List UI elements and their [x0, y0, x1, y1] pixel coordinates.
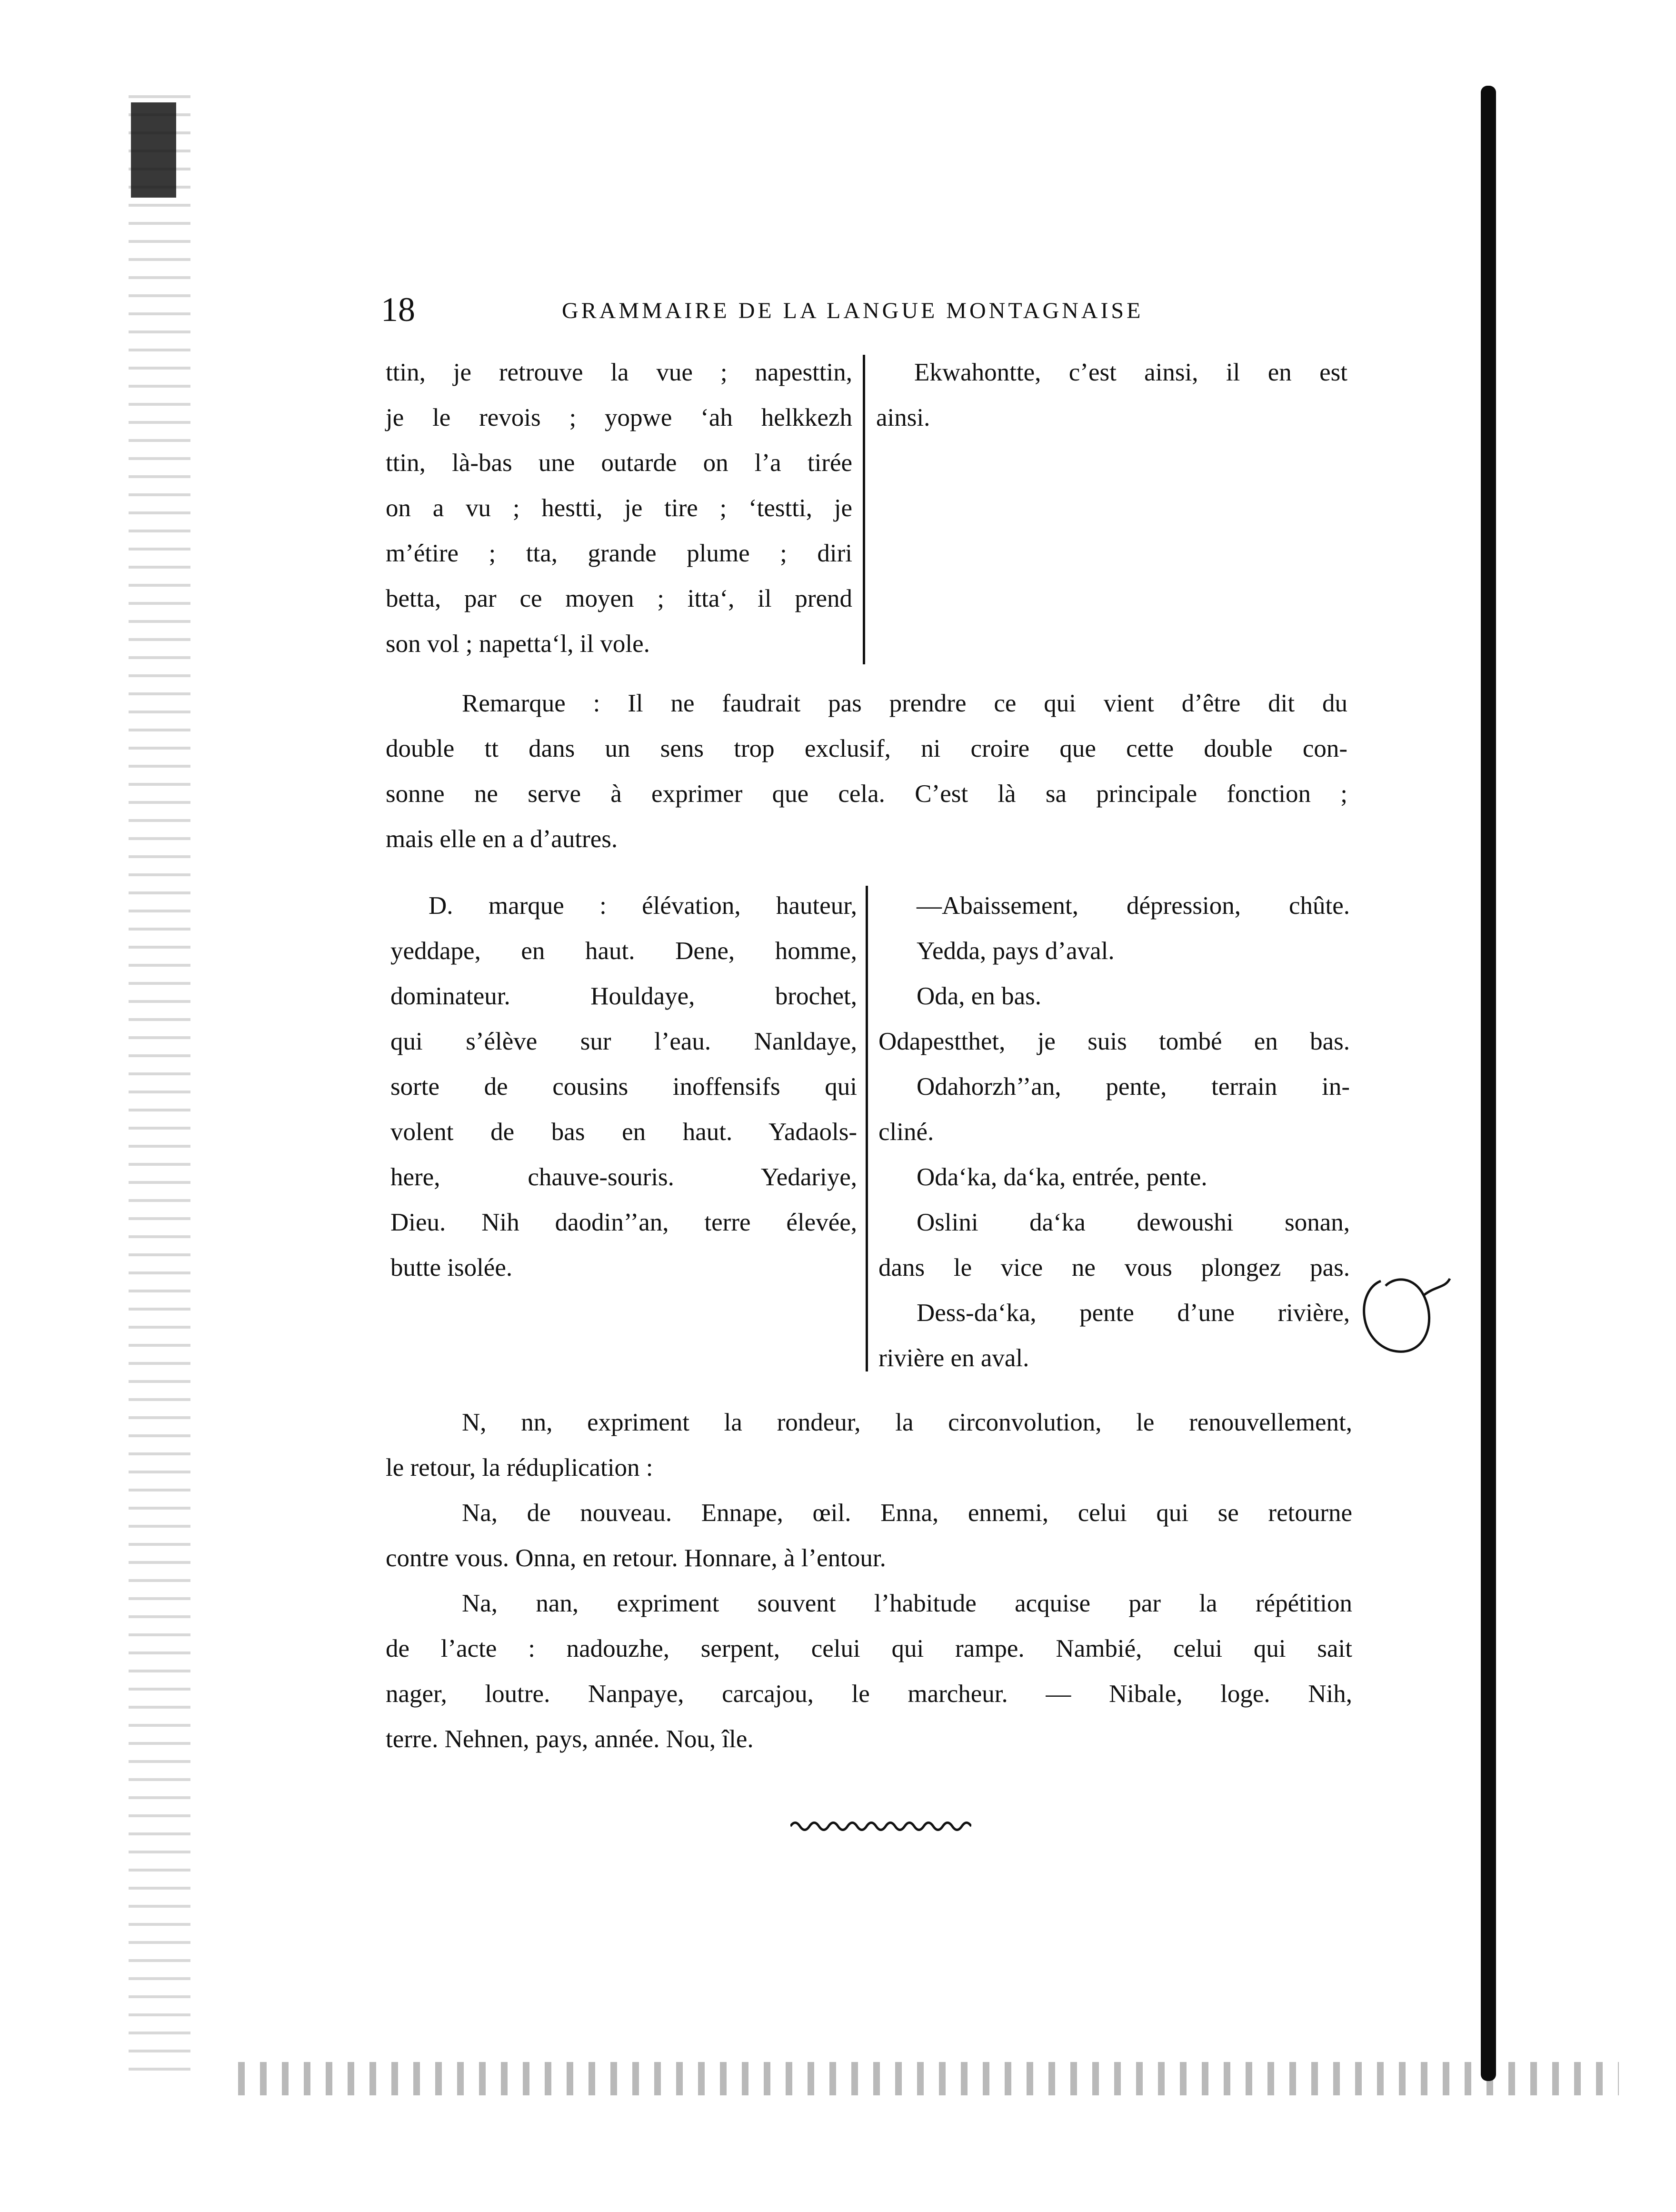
- d-left-column: [390, 883, 857, 1291]
- text-line: butte isolée.: [390, 1254, 513, 1281]
- text-line: Yedda, pays d’aval.: [917, 937, 1115, 965]
- text-line: Dess-da‘ka, pente d’une rivière,: [917, 1299, 1350, 1327]
- text-line: Oda‘ka, da‘ka, entrée, pente.: [917, 1163, 1207, 1191]
- text-line: Ekwahontte, c’est ainsi, il en est: [914, 359, 1347, 386]
- text-line: —Abaissement, dépression, chûte.: [917, 892, 1350, 920]
- remarque-paragraph: [386, 681, 1347, 862]
- scan-noise-left-margin: [129, 95, 190, 2072]
- text-line: Dieu. Nih daodin’’an, terre élevée,: [390, 1209, 857, 1236]
- page-number: 18: [381, 290, 415, 329]
- top-right-column: [876, 350, 1347, 440]
- text-line: dominateur. Houldaye, brochet,: [390, 982, 857, 1010]
- text-line: rivière en aval.: [878, 1344, 1029, 1372]
- column-rule-top: [863, 355, 865, 664]
- n-section: [386, 1400, 1352, 1762]
- text-line: qui s’élève sur l’eau. Nanldaye,: [390, 1028, 857, 1055]
- running-title: GRAMMAIRE DE LA LANGUE MONTAGNAISE: [562, 298, 1144, 323]
- text-line: Remarque : Il ne faudrait pas prendre ce qui vient d’être dit du: [462, 690, 1347, 717]
- text-line: terre. Nehnen, pays, année. Nou, île.: [386, 1725, 754, 1753]
- text-line: double tt dans un sens trop exclusif, ni croire que cette double con-: [386, 735, 1347, 762]
- text-line: son vol ; napetta‘l, il vole.: [386, 630, 650, 658]
- text-line: sorte de cousins inoffensifs qui: [390, 1073, 857, 1101]
- text-line: ttin, là-bas une outarde on l’a tirée: [386, 449, 852, 477]
- text-line: m’étire ; tta, grande plume ; diri: [386, 540, 852, 567]
- text-line: ttin, je retrouve la vue ; napesttin,: [386, 359, 852, 386]
- binding-shadow-bar: [1481, 86, 1496, 2081]
- column-rule-bottom: [866, 886, 868, 1371]
- text-line: on a vu ; hestti, je tire ; ‘testti, je: [386, 494, 852, 522]
- text-line: betta, par ce moyen ; itta‘, il prend: [386, 585, 852, 612]
- scan-noise-bottom: [238, 2062, 1619, 2095]
- text-line: Odahorzh’’an, pente, terrain in-: [917, 1073, 1350, 1101]
- decorative-wavy-rule: [790, 1819, 971, 1833]
- text-line: Oda, en bas.: [917, 982, 1041, 1010]
- text-line: D. marque : élévation, hauteur,: [429, 892, 857, 920]
- text-line: volent de bas en haut. Yadaols-: [390, 1118, 857, 1146]
- text-line: N, nn, expriment la rondeur, la circonvolution, le renouvellement,: [462, 1409, 1352, 1436]
- text-line: Na, de nouveau. Ennape, œil. Enna, ennemi, celui qui se retourne: [462, 1499, 1352, 1527]
- text-line: contre vous. Onna, en retour. Honnare, à l’entour.: [386, 1544, 886, 1572]
- text-line: je le revois ; yopwe ‘ah helkkezh: [386, 404, 852, 431]
- handwritten-circle-mark: [1352, 1267, 1457, 1362]
- text-line: de l’acte : nadouzhe, serpent, celui qui rampe. Nambié, celui qui sait: [386, 1635, 1352, 1662]
- scan-dark-corner: [131, 102, 176, 198]
- text-line: Oslini da‘ka dewoushi sonan,: [917, 1209, 1350, 1236]
- d-right-column: [878, 883, 1350, 1381]
- text-line: sonne ne serve à exprimer que cela. C’est là sa principale fonction ;: [386, 780, 1347, 808]
- text-line: Na, nan, expriment souvent l’habitude acquise par la répétition: [462, 1590, 1352, 1617]
- text-line: here, chauve-souris. Yedariye,: [390, 1163, 857, 1191]
- text-line: ainsi.: [876, 404, 930, 431]
- text-line: Odapestthet, je suis tombé en bas.: [878, 1028, 1350, 1055]
- text-line: dans le vice ne vous plongez pas.: [878, 1254, 1350, 1281]
- text-line: mais elle en a d’autres.: [386, 825, 618, 853]
- page-header: [381, 290, 1338, 329]
- text-line: cliné.: [878, 1118, 934, 1146]
- text-line: le retour, la réduplication :: [386, 1454, 653, 1481]
- top-left-column: [386, 350, 852, 667]
- text-line: nager, loutre. Nanpaye, carcajou, le marcheur. — Nibale, loge. Nih,: [386, 1680, 1352, 1708]
- text-line: yeddape, en haut. Dene, homme,: [390, 937, 857, 965]
